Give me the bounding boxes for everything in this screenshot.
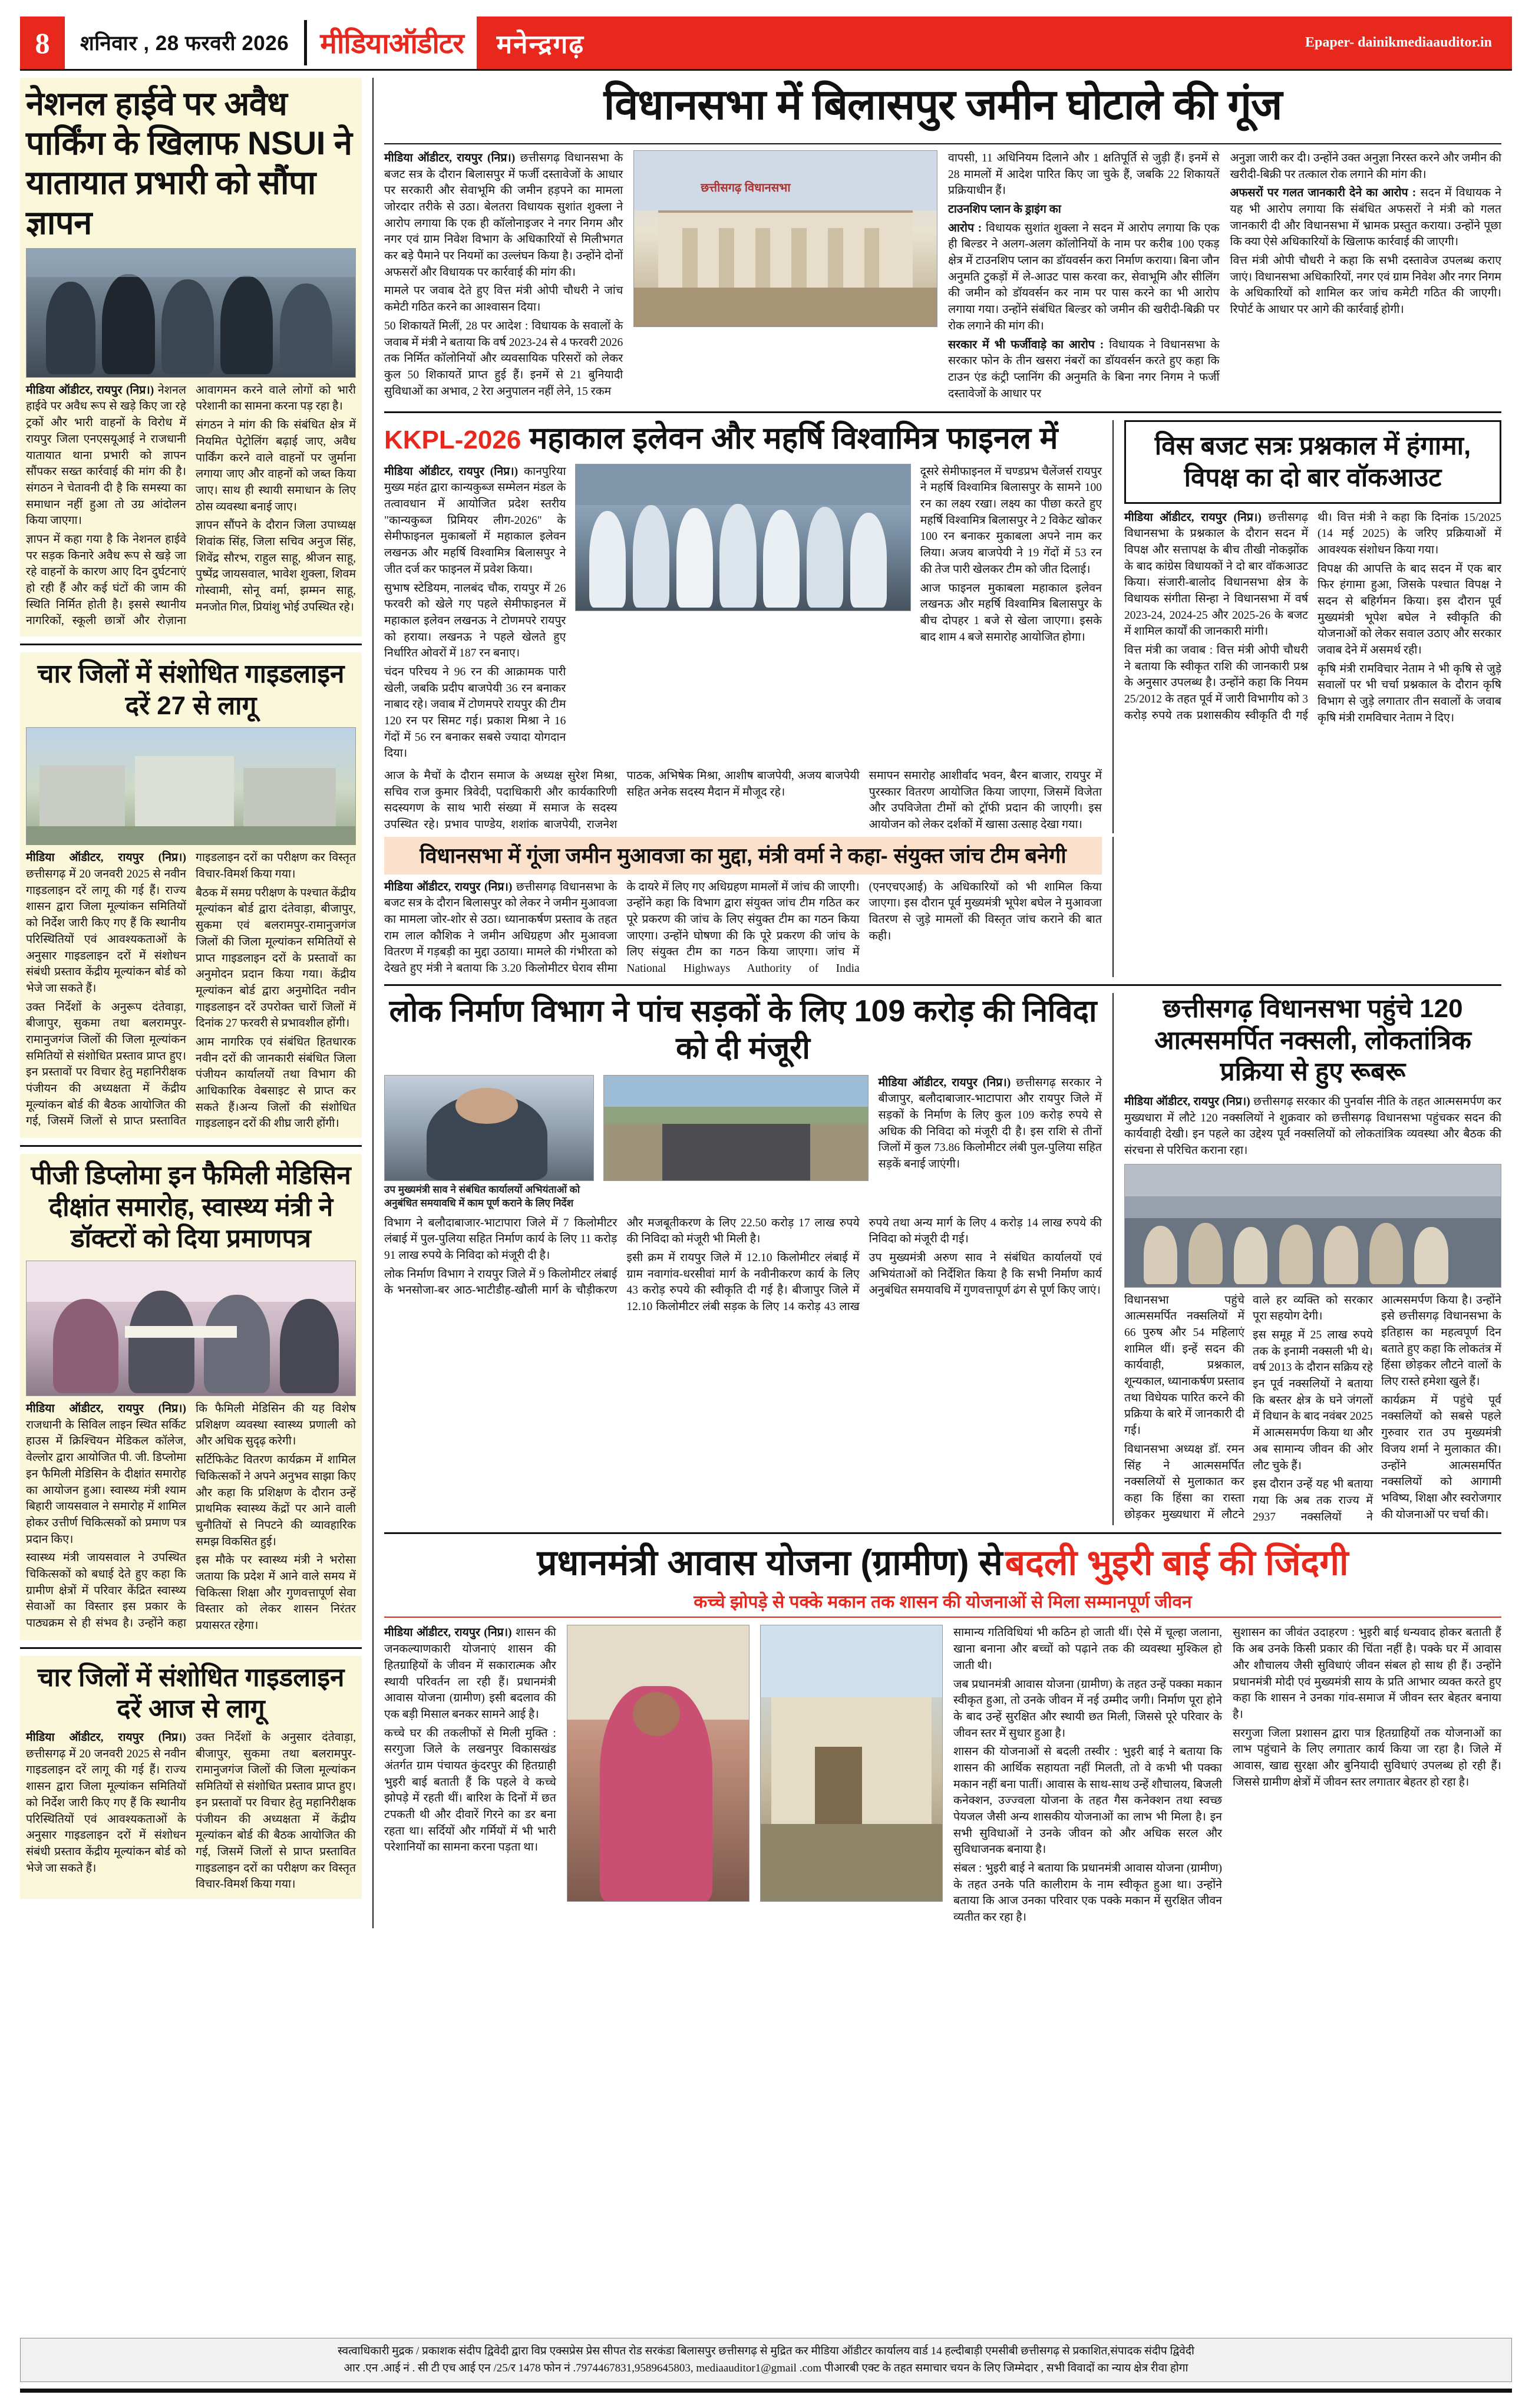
pwd-photo-road	[603, 1075, 869, 1181]
story-pwd	[384, 993, 1114, 1525]
page-number: 8	[20, 17, 65, 69]
pwd-dateline: मीडिया ऑडीटर, रायपुर (निप्र।)	[878, 1076, 1011, 1089]
page-grid	[20, 78, 1512, 1928]
footer-line-2: आर .एन .आई नं . सी टी एच आई एन /25/र 1478 फोन नं .7974467831,9589645803, mediaauditor1@gmail .com पीआरबी एक्ट के तहत समाचार चयन के लिए जिम्मेदार , सभी विवादों का न्याय क्षेत्र रीवा होगा	[344, 2361, 1188, 2374]
lead-headline: विधानसभा में बिलासपुर जमीन घोटाले की गूंज	[603, 81, 1282, 128]
story-kkpl	[384, 420, 1114, 833]
story-guideline-27-photo	[26, 727, 356, 845]
story-guideline-27-dateline: मीडिया ऑडीटर, रायपुर (निप्र।)	[26, 852, 186, 865]
awas-photo-woman	[567, 1625, 750, 1902]
lead-col-2: वापसी, 11 अधिनियम दिलाने और 1 क्षतिपूर्ति से जुड़ी हैं। इनमें से 28 मामलों में आदेश पारित किए जा चुके हैं, जबकि 22 शिकायतें प्रक्रियाधीन हैं। टाउनशिप प्लान के ड्राइंग का आरोप : विधायक सुशांत शुक्ला ने सदन में आरोप लगाया कि एक ही बिल्डर ने अलग-अलग कॉलोनियों के नाम पर करीब 100 एकड़ क्षेत्र में टाउनशिप प्लान का डॉयवर्सन करा निर्माण कराया। बिना जौन अनुमति टुकड़ों में लेे-आउट पास करवा कर, सेवाभूमि और सीलिंग की जमीन को डॉयवर्सन कर नाम पर पास करने का भी आरोप लगाया गया। उन्होंने संबंधित बिल्डर को जमीन की खरीदी-बिक्री पर रोक लगाने की मांग की। सरकार में भी फर्जीवाड़े का आरोप : विधायक ने विधानसभा के सरकार फोन के तीन खसरा नंबरों का डॉयवर्सन करते हुए कहा कि टाउन एंड कंट्री प्लानिंग की अनुमति के बिना नगर निगम ने फर्जी दस्तावेजों के आधार पर	[948, 151, 1220, 400]
lead-photo-wrap	[633, 150, 937, 404]
pwd-body: विभाग ने बलौदाबाजार-भाटापारा जिले में 7 किलोमीटर लंबाई में पुल-पुलिया सहित निर्माण कार्य के लिए 11 करोड़ 91 लाख रुपये के निविदा को मंजूरी दी है। लोक निर्माण विभाग ने रायपुर जिले में 9 किलोमीटर लंबाई के भनसोजा-बर आठ-भाटीडीह-खौली मार्ग के चौड़ीकरण और मजबूतीकरण के लिए 22.50 करोड़ 17 लाख रुपये की निविदा को मंजूरी भी मिली है। इसी क्रम में रायपुर जिले में 12.10 किलोमीटर लंबाई में ग्राम नवागांव-धरसीवां मार्ग के नवीनीकरण कार्य के लिए 43 करोड़ रुपये की स्वीकृति दी गई है। बीजापुर जिले में 12.10 किलोमीटर लंबी सड़क के लिए 14 करोड़ 43 लाख रुपये तथा अन्य मार्ग के लिए 4 करोड़ 14 लाख रुपये की निविदा को मंजूरी दी गई। उप मुख्यमंत्री अरुण साव ने संबंधित कार्यालयों एवं अभियंताओं को निर्देशित किया है कि सभी निर्माण कार्य अनुबंधित समयावधि में गुणवत्तापूर्ण ढंग से पूर्ण किए जाएं।	[384, 1216, 1102, 1314]
story-nsui-headline: नेशनल हाईवे पर अवैध पार्किंग के खिलाफ NSUI ने यातायात प्रभारी को सौंपा ज्ञापन	[26, 85, 352, 241]
vis-budget-spacer	[1124, 837, 1501, 977]
publication-date: शनिवार , 28 फरवरी 2026	[80, 32, 289, 55]
pwd-col-1: मीडिया ऑडीटर, रायपुर (निप्र।) छत्तीसगढ़ सरकार ने बीजापुर, बलौदाबाजार-भाटापारा और रायपुर जिले में सड़कों के निर्माण के लिए कुल 109 करोड़ रुपये से अधिक की निविदा को मंजूरी दी है। इस राशि से तीनों जिलों में कुल 73.86 किलोमीटर लंबी पुल-पुलिया सहित सड़कें बनाई जाएंगी।	[878, 1076, 1102, 1171]
footer-line-1: स्वत्वाधिकारी मुद्रक / प्रकाशक संदीप द्विवेदी द्वारा विप्र एक्सप्रेस प्रेस सीपत रोड सरकंडा बिलासपुर छत्तीसगढ़ से मुद्रित कर मीडिया ऑडीटर कार्यालय वार्ड 14 हल्दीबाड़ी एमसीबी छत्तीसगढ़ से प्रकाशित,संपादक संदीप द्विवेदी	[338, 2345, 1194, 2357]
story-guideline-today-headline: चार जिलों में संशोधित गाइडलाइन दरें आज से लागू	[37, 1662, 345, 1724]
story-nsui-photo	[26, 248, 356, 378]
main-column	[374, 78, 1512, 1928]
masthead	[20, 17, 1512, 71]
kkpl-row	[384, 420, 1501, 833]
lead-story	[384, 150, 1501, 404]
awas-body-row	[384, 1625, 1501, 1928]
vidhan-muawza-row	[384, 837, 1501, 977]
lead-col-3: अनुज्ञा जारी कर दी। उन्होंने उक्त अनुज्ञा निरस्त करने और जमीन की खरीदी-बिक्री पर तत्काल रोक लगाने की मांग की। अफसरों पर गलत जानकारी देने का आरोप : सदन में विधायक ने यह भी आरोप लगाया कि संबंधित अफसरों ने मंत्री को गलत जानकारी दी और विधानसभा में भ्रामक प्रस्तुत कराया। उन्होंने पूछा कि क्या ऐसे अधिकारियों के खिलाफ कार्रवाई की जाएगी। वित्त मंत्री ओपी चौधरी ने कहा कि सभी दस्तावेज उपलब्ध कराए जाएं। विधानसभा अधिकारियों, नगर एवं ग्राम निवेश और नगर निगम के अधिकारियों को शामिल कर जांच कमेटी गठित की जाएगी। रिपोर्ट के आधार पर आगे की कार्रवाई होगी।	[1230, 151, 1501, 316]
story-pg-diploma-body: मीडिया ऑडीटर, रायपुर (निप्र।) राजधानी के सिविल लाइन स्थित सर्किट हाउस में क्रिश्चियन मेडिकल कॉलेज, वेल्लोर द्वारा आयोजित पी. जी. डिप्लोमा इन फैमिली मेडिसिन के दीक्षांत समारोह का आयोजन हुआ। स्वास्थ्य मंत्री श्याम बिहारी जायसवाल ने समारोह में शामिल होकर उत्तीर्ण चिकित्सकों को प्रमाण पत्र प्रदान किए। स्वास्थ्य मंत्री जायसवाल ने उपस्थित चिकित्सकों को बधाई देते हुए कहा कि ग्रामीण क्षेत्रों में परिवार केंद्रित स्वास्थ्य सेवाओं का विस्तार इस प्रकार के पाठ्यक्रम से ही संभव है। उन्होंने कहा कि फैमिली मेडिसिन की यह विशेष प्रशिक्षण व्यवस्था स्वास्थ्य प्रणाली को और अधिक सुदृढ़ करेगी। सर्टिफिकेट वितरण कार्यक्रम में शामिल चिकित्सकों ने अपने अनुभव साझा किए और कहा कि प्रशिक्षण के दौरान उन्हें प्राथमिक स्वास्थ्य केंद्रों पर आने वाली चुनौतियों से निपटने की व्यावहारिक समझ विकसित हुई। इस मौके पर स्वास्थ्य मंत्री ने भरोसा जताया कि प्रदेश में आने वाले समय में चिकित्सा शिक्षा और गुणवत्तापूर्ण सेवा विस्तार को लेकर शासन निरंतर प्रयासरत रहेगा।	[26, 1403, 356, 1632]
kkpl-headline: महाकाल इलेवन और महर्षि विश्वामित्र फाइनल में	[529, 421, 1058, 456]
kkpl-col-1: मीडिया ऑडीटर, रायपुर (निप्र।) कानपुरिया मुख्य महंत द्वारा कान्यकुब्ज सम्मेलन मंडल के तत्वावधान में आयोजित प्रदेश स्तरीय "कान्यकुब्ज प्रिमियर लीग-2026" के सेमीफाइनल मुकाबलों में महाकाल इलेवन लखनऊ और महर्षि विश्वामित्र बिलासपुर ने जीत दर्ज कर फाइनल में प्रवेश किया। सुभाष स्टेडियम, नालबंद चौक, रायपुर में 26 फरवरी को खेले गए पहले सेमीफाइनल में महाकाल इलेवन लखनऊ ने टोणमपरे रायपुर को हराया। लखनऊ ने पहले खेलते हुए निर्धारित ओवरों में 187 रन बनाए। चंदन परिचय ने 96 रन की आक्रामक पारी खेली, जबकि प्रदीप बाजपेयी 36 रन बनाकर नाबाद रहे। जवाब में टोणमपरे रायपुर की टीम 120 रन पर सिमट गई। प्रकाश मिश्रा ने 16 गेंदों में 56 रन बनाकर सबसे ज्यादा योगदान दिया।	[384, 465, 566, 760]
brand-logo: मीडियाऑडीटर	[320, 28, 464, 60]
naxal-dateline: मीडिया ऑडीटर, रायपुर (निप्र।)	[1124, 1095, 1250, 1108]
kkpl-photo-wrap	[575, 464, 910, 764]
vis-budget-headline-box	[1124, 420, 1501, 503]
footer-rule	[20, 2389, 1512, 2393]
story-guideline-today-body: मीडिया ऑडीटर, रायपुर (निप्र।) छत्तीसगढ़ में 20 जनवरी 2025 से नवीन गाइडलाइन दरें लागू की गई हैं। राज्य शासन द्वारा जिला मूल्यांकन समितियों को निर्देश जारी किए गए हैं कि स्थानीय परिस्थितियों एवं आवश्यकताओं के अनुसार गाइडलाइन दरों में संशोधन संबंधी प्रस्ताव केंद्रीय मूल्यांकन बोर्ड को भेजे जा सकते हैं। उक्त निर्देशों के अनुसार दंतेवाड़ा, बीजापुर, सुकमा तथा बलरामपुर-रामानुजगंज जिलों की जिला मूल्यांकन समितियों से संशोधित प्रस्ताव प्राप्त हुए। इन प्रस्तावों पर विचार हेतु महानिरीक्षक पंजीयन की अध्यक्षता में केंद्रीय मूल्यांकन बोर्ड की बैठक आयोजित की गई, जिसमें जिलों से प्राप्त प्रस्तावित गाइडलाइन दरों का परीक्षण कर विस्तृत विचार-विमर्श किया गया।	[26, 1731, 356, 1891]
awas-headline-black: प्रधानमंत्री आवास योजना (ग्रामीण) से	[537, 1543, 1003, 1583]
awas-col-1: मीडिया ऑडीटर, रायपुर (निप्र।) शासन की जनकल्याणकारी योजनाएं शासन की हितग्राहियों के जीवन में सकारात्मक और स्थायी परिवर्तन ला रही हैं। प्रधानमंत्री आवास योजना (ग्रामीण) इसी बदलाव की एक बड़ी मिसाल बनकर सामने आई है। कच्चे घर की तकलीफों से मिली मुक्ति : सरगुजा जिले के लखनपुर विकासखंड अंतर्गत ग्राम पंचायत कुंदरपुर की हितग्राही भुइरी बाई बताती हैं कि पहले वे कच्चे झोपड़े में रहती थीं। बारिश के दिनों में छत टपकती थी और दीवारें गिरने का डर बना रहता था। सर्दियों और गर्मियों में भी भारी परेशानियों का सामना करना पड़ता था।	[384, 1627, 556, 1854]
story-guideline-27	[20, 652, 362, 1138]
city-strip	[477, 17, 1512, 69]
vidhan-muawza-dateline: मीडिया ऑडीटर, रायपुर (निप्र।)	[384, 880, 513, 893]
story-pg-diploma-headline: पीजी डिप्लोमा इन फैमिली मेडिसिन दीक्षांत समारोह, स्वास्थ्य मंत्री ने डॉक्टरों को दिया प्रमाणपत्र	[31, 1161, 351, 1254]
story-vis-budget	[1124, 420, 1501, 833]
story-nsui-dateline: मीडिया ऑडीटर, रायपुर (निप्र।)	[26, 384, 154, 397]
footer-imprint	[20, 2338, 1512, 2382]
vidhan-muawza-headline-box	[384, 837, 1102, 875]
vis-budget-dateline: मीडिया ऑडीटर, रायपुर (निप्र।)	[1124, 511, 1262, 524]
pwd-photo-caption: उप मुख्यमंत्री साव ने संबंधित कार्यालयों अभियंताओं को अनुबंधित समयावधि में काम पूर्ण कराने के लिए निर्देश	[384, 1183, 580, 1209]
vis-budget-body: मीडिया ऑडीटर, रायपुर (निप्र।) छत्तीसगढ़ विधानसभा के प्रश्नकाल के दौरान सदन में विपक्ष और सत्तापक्ष के बीच तीखी नोकझोंक के बाद कांग्रेस विधायकों ने दो बार वॉकआउट किया। संजारी-बालोद विधानसभा क्षेत्र के विधायक संगीता सिन्हा ने विधानसभा में वर्ष 2023-24, 2024-25 और 2025-26 के बजट में शामिल कार्यों की जानकारी मांगी। वित्त मंत्री का जवाब : वित्त मंत्री ओपी चौधरी ने बताया कि स्वीकृत राशि की जानकारी प्रश्न के अनुसार उपलब्ध है। उन्होंने कहा कि नियम 25/2012 के तहत पूर्व में जारी विभागीय को 3 करोड़ रुपये तक प्रशासकीय स्वीकृति दी गई थी। वित्त मंत्री ने कहा कि दिनांक 15/2025 (14 मई 2025) के जरिए प्रक्रियाओं में आवश्यक संशोधन किया गया। विपक्ष की आपत्ति के बाद सदन में एक बार फिर हंगामा हुआ, जिसके पश्चात विपक्ष ने सदन से बहिर्गमन किया। इस दौरान पूर्व मुख्यमंत्री भूपेश बघेल ने स्वीकृति की योजनाओं को लेकर सवाल उठाए और सरकार जवाब देने में असमर्थ रही। कृषि मंत्री रामविचार नेताम ने भी कृषि से जुड़े सवालों पर भी चर्चा प्रश्नकाल के दौरान कृषि विभाग से जुड़े लगातार तीन सवालों के जवाब कृषि मंत्री रामविचार नेताम ने दिए।	[1124, 511, 1501, 724]
naxal-headline: छत्तीसगढ़ विधानसभा पहुंचे 120 आत्मसमर्पित नक्सली, लोकतांत्रिक प्रक्रिया से हुए रूबरू	[1154, 994, 1471, 1087]
awas-subhead: कच्चे झोपड़े से पक्के मकान तक शासन की योजनाओं से मिला सम्मानपूर्ण जीवन	[384, 1589, 1501, 1618]
story-pg-diploma	[20, 1154, 362, 1640]
awas-col-2: सामान्य गतिविधियां भी कठिन हो जाती थीं। ऐसे में चूल्हा जलाना, खाना बनाना और बच्चों को पढ़ाने तक की व्यवस्था मुश्किल हो जाती थी। जब प्रधानमंत्री आवास योजना (ग्रामीण) के तहत उन्हें पक्का मकान स्वीकृत हुआ, तो उनके जीवन में नई उम्मीद जगी। निर्माण पूरा होने के बाद उन्हें सुरक्षित और स्थायी छत मिली, जिससे पूरे परिवार के जीवन स्तर में सुधार हुआ है। शासन की योजनाओं से बदली तस्वीर : भुइरी बाई ने बताया कि शासन की आर्थिक सहायता नहीं मिलती, तो वे कभी भी पक्का मकान नहीं बना पातीं। आवास के साथ-साथ उन्हें शौचालय, बिजली कनेक्शन, उज्ज्वला योजना के तहत गैस कनेक्शन तथा स्वच्छ पेयजल जैसी अन्य शासकीय योजनाओं का लाभ भी मिला है। इन सभी सुविधाओं ने उनके जीवन को और अधिक सरल और सुविधाजनक बनाया है। संबल : भुइरी बाई ने बताया कि प्रधानमंत्री आवास योजना (ग्रामीण) के तहत उनके पति कालीराम के नाम स्वीकृत हुआ था। उन्होंने बताया कि आज उनका परिवार एक पक्के मकान में सुरक्षित जीवन व्यतीत कर रहा है।	[953, 1627, 1222, 1924]
lead-dateline: मीडिया ऑडीटर, रायपुर (निप्र।)	[384, 151, 516, 164]
lead-photo-vidhansabha: छत्तीसगढ़ विधानसभा	[633, 150, 937, 327]
awas-photo-house	[760, 1625, 943, 1902]
left-column	[20, 78, 374, 1928]
pwd-photo-wrap	[384, 1075, 594, 1210]
kkpl-dateline: मीडिया ऑडीटर, रायपुर (निप्र।)	[384, 465, 519, 478]
kkpl-tag: KKPL-2026	[384, 425, 521, 455]
pwd-naxal-row	[384, 993, 1501, 1525]
vidhan-muawza-headline: विधानसभा में गूंजा जमीन मुआवजा का मुद्दा, मंत्री वर्मा ने कहा- संयुक्त जांच टीम बनेगी	[420, 843, 1067, 867]
epaper-url: Epaper- dainikmediaauditor.in	[1305, 35, 1492, 50]
story-pg-diploma-dateline: मीडिया ऑडीटर, रायपुर (निप्र।)	[26, 1403, 186, 1416]
pwd-photo-minister	[384, 1075, 594, 1181]
story-awas	[384, 1541, 1501, 1928]
pwd-headline: लोक निर्माण विभाग ने पांच सड़कों के लिए 109 करोड़ की निविदा को दी मंजूरी	[389, 994, 1097, 1066]
naxal-photo	[1124, 1164, 1501, 1288]
story-guideline-27-headline: चार जिलों में संशोधित गाइडलाइन दरें 27 से लागू	[37, 659, 345, 720]
story-nsui-body: मीडिया ऑडीटर, रायपुर (निप्र।) नेशनल हाईवे पर अवैध रूप से खड़े किए जा रहे ट्रकों और भारी वाहनों के विरोध में रायपुर जिला एनएसयूआई ने राजधानी यातायात थाना प्रभारी को ज्ञापन सौंपकर सख्त कार्रवाई की मांग की है। संगठन ने चेतावनी दी है कि समस्या का समाधान नहीं हुआ तो उग्र आंदोलन किया जाएगा। ज्ञापन में कहा गया है कि नेशनल हाईवे पर सड़क किनारे अवैध रूप से खड़े जा रहे वाहनों के कारण आए दिन दुर्घटनाएं हो रही हैं और कई घंटों की जाम की स्थिति निर्मित होती है। इससे स्थानीय नागरिकों, स्कूली छात्रों और रोज़ाना आवागमन करने वाले लोगों को भारी परेशानी का सामना करना पड़ रहा है। संगठन ने मांग की कि संबंधित क्षेत्र में नियमित पेट्रोलिंग बढ़ाई जाए, अवैध पार्किंग करने वाले वाहनों पर जुर्माना लगाया जाए और वाहनों को जब्त किया जाए। साथ ही स्थायी समाधान के लिए ठोस व्यवस्था बनाई जाए। ज्ञापन सौंपने के दौरान जिला उपाध्यक्ष शिवांक सिंह, जिला सचिव अनुज सिंह, शिवेंद्र सौरभ, राहुल साहू, श्रीजन साहू, पुष्पेंद्र जायसवाल, भावेश शुक्ला, शिवम गोस्वामी, सोनू वर्मा, झम्मन साहू, मनजोत गिल, प्रियांशु भोई उपस्थित रहे।	[26, 384, 356, 628]
awas-photo-woman-wrap	[567, 1625, 750, 1928]
naxal-body: विधानसभा पहुंचे आत्मसमर्पित नक्सलियों में 66 पुरुष और 54 महिलाएं शामिल थीं। इन्हें सदन की कार्यवाही, प्रश्नकाल, शून्यकाल, ध्यानाकर्षण प्रस्ताव तथा विधेयक पारित करने की प्रक्रिया के बारे में जानकारी दी गई। विधानसभा अध्यक्ष डॉ. रमन सिंह ने आत्मसमर्पित नक्सलियों से मुलाकात कर कहा कि हिंसा का रास्ता छोड़कर मुख्यधारा में लौटने वाले हर व्यक्ति को सरकार पूरा सहयोग देगी। इस समूह में 25 लाख रुपये तक के इनामी नक्सली भी थे। वर्ष 2013 के दौरान सक्रिय रहे इन पूर्व नक्सलियों ने बताया कि बस्तर क्षेत्र के घने जंगलों में विधान के बाद नवंबर 2025 में आत्मसमर्पण किया था और अब सामान्य जीवन की ओर लौट चुके हैं। इस दौरान उन्हें यह भी बताया गया कि अब तक राज्य में 2937 नक्सलियों ने आत्मसमर्पण किया है। उन्होंने इसे छत्तीसगढ़ विधानसभा के इतिहास का महत्वपूर्ण दिन बताते हुए कहा कि लोकतंत्र में हिंसा छोड़कर लौटने वालों के लिए रास्ते हमेशा खुले हैं। कार्यक्रम में पहुंचे पूर्व नक्सलियों को सबसे पहले गुरुवार रात उप मुख्यमंत्री विजय शर्मा ने मुलाकात की। उन्होंने आत्मसमर्पित नक्सलियों को आगामी भविष्य, शिक्षा और स्वरोजगार की योजनाओं पर चर्चा की।	[1124, 1294, 1501, 1523]
naxal-intro: मीडिया ऑडीटर, रायपुर (निप्र।) छत्तीसगढ़ सरकार की पुनर्वास नीति के तहत आत्मसमर्पण कर मुख्यधारा में लौटे 120 नक्सलियों ने शुक्रवार को छत्तीसगढ़ विधानसभा पहुंचकर सदन की कार्यवाही देखी। इन पहले का उद्देश्य पूर्व नक्सलियों को लोकतांत्रिक व्यवस्था और बैठक की संरचना से परिचित कराना रहा।	[1124, 1095, 1502, 1157]
awas-headline-red: बदली भुइरी बाई की जिंदगी	[1005, 1543, 1349, 1583]
vis-budget-headline: विस बजट सत्रः प्रश्नकाल में हंगामा, विपक्ष का दो बार वॉकआउट	[1154, 431, 1471, 492]
awas-col-3: सुशासन का जीवंत उदाहरण : भुइरी बाई धन्यवाद होकर बताती हैं कि अब उनके किसी प्रकार की चिंता नहीं है। पक्के घर में आवास और शौचालय जैसी सुविधाएं जीवन संबल हो साथ ही हैं। उन्होंने प्रधानमंत्री मोदी एवं मुख्यमंत्री साय के प्रति आभार व्यक्त करते हुए कहा कि शासन ने उनका गांव-समाज में जीवन स्तर बेहतर बनाया है। सरगुजा जिला प्रशासन द्वारा पात्र हितग्राहियों तक योजनाओं का लाभ पहुंचाने के लिए लगातार कार्य किया जा रहा है। जिले में आवास, खाद्य सुरक्षा और बुनियादी सुविधाएं उपलब्ध हो रही हैं। जिससे ग्रामीण क्षेत्रों में जीवन स्तर लगातार बेहतर हो रहा है।	[1233, 1627, 1501, 1789]
story-naxal	[1124, 993, 1501, 1525]
kkpl-col-bottom: आज के मैचों के दौरान समाज के अध्यक्ष सुरेश मिश्रा, सचिव राज कुमार त्रिवेदी, पदाधिकारी और कार्यकारिणी सदस्यगण के साथ भारी संख्या में समाज के सदस्य उपस्थित रहे। प्रभाव पाण्डेय, शशांक बाजपेयी, राजनेश पाठक, अभिषेक मिश्रा, आशीष बाजपेयी, अजय बाजपेयी सहित अनेक सदस्य मैदान में मौजूद रहे। समापन समारोह आशीर्वाद भवन, बैरन बाजार, रायपुर में पुरस्कार वितरण आयोजित किया जाएगा, जिसमें विजेता और उपविजेता टीमों को ट्रॉफी प्रदान की जाएगी। इस आयोजन को लेकर दर्शकों में खासा उत्साह देखा गया।	[384, 770, 1102, 832]
story-guideline-today-dateline: मीडिया ऑडीटर, रायपुर (निप्र।)	[26, 1731, 186, 1744]
awas-dateline: मीडिया ऑडीटर, रायपुर (निप्र।)	[384, 1627, 512, 1640]
story-pg-diploma-photo	[26, 1261, 356, 1396]
pwd-photo-road-wrap	[603, 1075, 869, 1210]
lead-col-1: मीडिया ऑडीटर, रायपुर (निप्र।) छत्तीसगढ़ विधानसभा के बजट सत्र के दौरान बिलासपुर में फर्जी दस्तावेजों के आधार पर सरकारी और सेवाभूमि की जमीन हड़पने का मामला जोरदार तरीके से उठा। बेलतरा विधायक सुशांत शुक्ला ने आरोप लगाया कि एक ही कॉलोनाइजर ने नगर निगम और नगर एवं ग्राम निवेश विभाग के अधिकारियों से मिलीभगत कर बड़े पैमाने पर नियमों का उल्लंघन किया है। उन्होंने दोनों अफसरों और विधायक पर कार्रवाई की मांग की। मामले पर जवाब देते हुए वित्त मंत्री ओपी चौधरी ने जांच कमेटी गठित करने का आश्वासन दिया। 50 शिकायतें मिलीं, 28 पर आदेश : विधायक के सवालों के जवाब में मंत्री ने बताया कि वर्ष 2023-24 से 4 फरवरी 2026 तक निर्मित कॉलोनियों और व्यवसायिक परिसरों को लेकर कुल 50 शिकायतें प्राप्त हुई हैं। इनमें से 21 बुनियादी सुविधाओं का अभाव, 2 रेरा अनुपालन नहीं लेने, 15 रकम	[384, 151, 623, 398]
awas-photo-house-wrap	[760, 1625, 943, 1928]
edition-city: मनेन्द्रगढ़	[496, 29, 585, 59]
story-guideline-27-body: मीडिया ऑडीटर, रायपुर (निप्र।) छत्तीसगढ़ में 20 जनवरी 2025 से नवीन गाइडलाइन दरें लागू की गई हैं। राज्य शासन द्वारा जिला मूल्यांकन समितियों को निर्देश जारी किए गए हैं कि स्थानीय परिस्थितियों एवं आवश्यकताओं के अनुसार गाइडलाइन दरों में संशोधन संबंधी प्रस्ताव केंद्रीय मूल्यांकन बोर्ड को भेजे जा सकते हैं। उक्त निर्देशों के अनुरूप दंतेवाड़ा, बीजापुर, सुकमा तथा बलरामपुर-रामानुजगंज जिलों की जिला मूल्यांकन समितियों से संशोधित प्रस्ताव प्राप्त हुए। इन प्रस्तावों पर विचार हेतु महानिरीक्षक पंजीयन की अध्यक्षता में केंद्रीय मूल्यांकन बोर्ड की बैठक आयोजित की गई, जिसमें जिलों से प्राप्त प्रस्तावित गाइडलाइन दरों का परीक्षण कर विस्तृत विचार-विमर्श किया गया। बैठक में समग्र परीक्षण के पश्चात केंद्रीय मूल्यांकन बोर्ड द्वारा दंतेवाड़ा, बीजापुर, सुकमा एवं बलरामपुर-रामानुजगंज जिलों की जिला मूल्यांकन समितियों से प्राप्त गाइडलाइन दरों के प्रस्तावों का अनुमोदन प्रदान किया गया। केंद्रीय मूल्यांकन बोर्ड द्वारा अनुमोदित नवीन गाइडलाइन दरें उपरोक्त चारों जिलों में दिनांक 27 फरवरी से प्रभावशील होंगी। आम नागरिक एवं संबंधित हितधारक नवीन दरों की जानकारी संबंधित जिला पंजीयन कार्यालयों तथा विभाग की आधिकारिक वेबसाइट से प्राप्त कर सकते हैं।अन्य जिलों की संशोधित गाइडलाइन दरों की शीघ्र जारी होंगी।	[26, 852, 356, 1130]
kkpl-photo	[575, 464, 910, 611]
kkpl-col-3: दूसरे सेमीफाइनल में चण्डप्रभ चैलेंजर्स रायपुर ने महर्षि विश्वामित्र बिलासपुर के सामने 100 रन का लक्ष्य रखा। लक्ष्य का पीछा करते हुए महर्षि विश्वामित्र बिलासपुर ने 2 विकेट खोकर 100 रन बनाकर मुकाबला अपने नाम कर लिया। अजय बाजपेयी ने 19 गेंदों में 53 रन की तेज पारी खेलकर टीम को जीत दिलाई। आज फाइनल मुकाबला महाकाल इलेवन लखनऊ और महर्षि विश्वामित्र बिलासपुर के बीच दोपहर 1 बजे से खेला जाएगा। इसके बाद शाम 4 बजे समारोह आयोजित होगा।	[920, 465, 1102, 644]
story-vidhan-muawza	[384, 837, 1114, 977]
vidhan-muawza-body: मीडिया ऑडीटर, रायपुर (निप्र।) छत्तीसगढ़ विधानसभा के बजट सत्र के दौरान बिलासपुर को लेकर ने जमीन मुआवजा का मामला जोर-शोर से उठा। ध्यानाकर्षण प्रस्ताव के तहत राम लाल कौशिक ने जमीन अधिग्रहण और मुआवजा वितरण में गड़बड़ी का मुद्दा उठाया। मामले की गंभीरता को देखते हुए मंत्री ने बताया कि 3.20 किलोमीटर घेराव सीमा के दायरे में लिए गए अधिग्रहण मामलों में जांच की जाएगी। उन्होंने कहा कि विभाग द्वारा संयुक्त जांच टीम गठित कर पूरे प्रकरण की जांच के लिए संयुक्त टीम का गठन किया जाएगा। उन्होंने घोषणा की कि पूरे प्रकरण की जांच के लिए संयुक्त टीम का गठन किया जाएगा। जांच में National Highways Authority of India (एनएचएआई) के अधिकारियों को भी शामिल किया जाएगा। इस दौरान पूर्व मुख्यमंत्री भूपेश बघेल ने मुआवजा वितरण से जुड़े मामलों की विस्तृत जांच कराने की बात कही।	[384, 880, 1102, 975]
story-nsui	[20, 78, 362, 636]
story-guideline-today	[20, 1656, 362, 1899]
